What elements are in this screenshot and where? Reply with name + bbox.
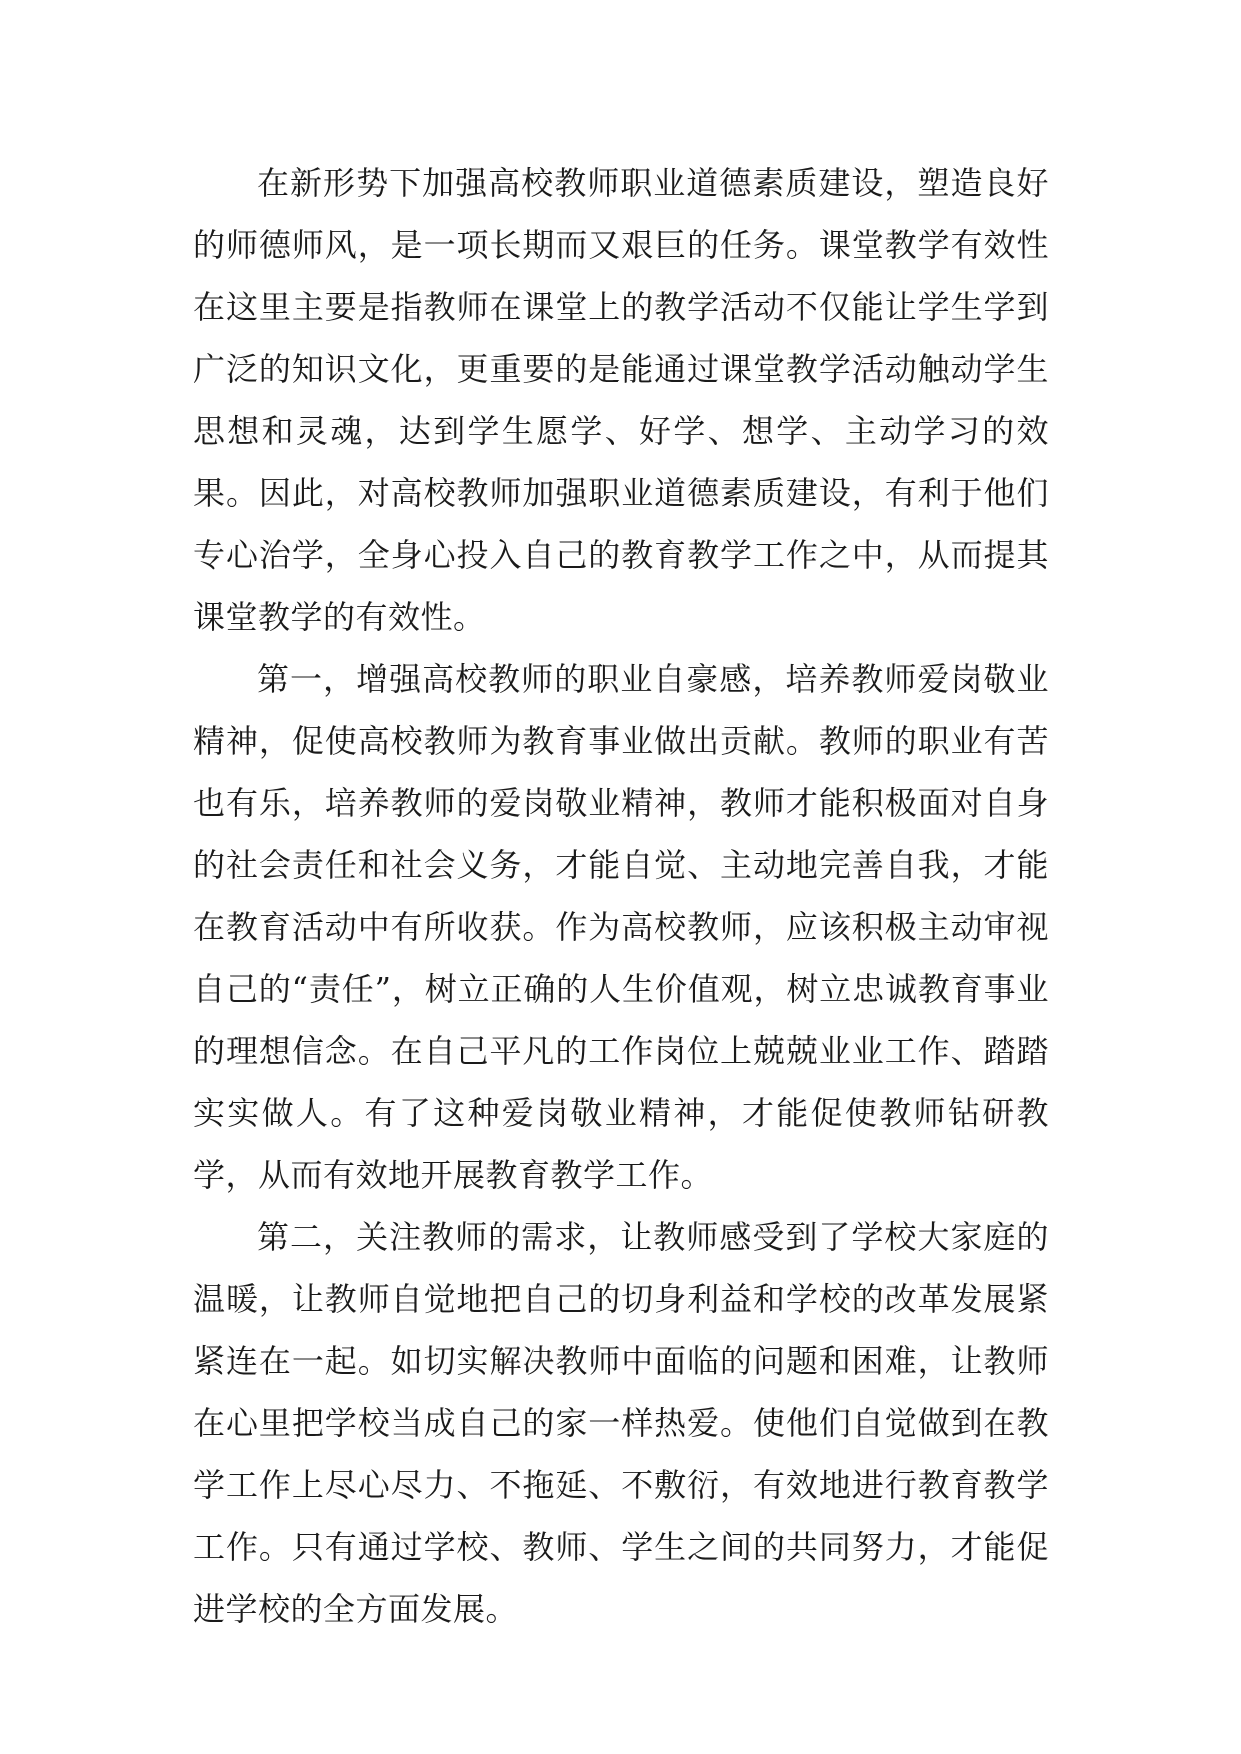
paragraph-intro: 在新形势下加强高校教师职业道德素质建设，塑造良好的师德师风，是一项长期而又艰巨的任务。课堂教学有效性在这里主要是指教师在课堂上的教学活动不仅能让学生学到广泛的知识文化，更重要的是能通过课堂教学活动触动学生思想和灵魂，达到学生愿学、好学、想学、主动学习的效果。因此，对高校教师加强职业道德素质建设，有利于他们专心治学，全身心投入自己的教育教学工作之中，从而提其课堂教学的有效性。 [193, 164, 1049, 636]
paragraph-first-point: 第一，增强高校教师的职业自豪感，培养教师爱岗敬业精神，促使高校教师为教育事业做出贡献。教师的职业有苦也有乐，培养教师的爱岗敬业精神，教师才能积极面对自身的社会责任和社会义务，才能自觉、主动地完善自我，才能在教育活动中有所收获。作为高校教师，应该积极主动审视自己的“责任”，树立正确的人生价值观，树立忠诚教育事业的理想信念。在自己平凡的工作岗位上兢兢业业工作、踏踏实实做人。有了这种爱岗敬业精神，才能促使教师钻研教学，从而有效地开展教育教学工作。 [193, 660, 1049, 1194]
paragraph-second-point: 第二，关注教师的需求，让教师感受到了学校大家庭的温暖，让教师自觉地把自己的切身利益和学校的改革发展紧紧连在一起。如切实解决教师中面临的问题和困难，让教师在心里把学校当成自己的家一样热爱。使他们自觉做到在教学工作上尽心尽力、不拖延、不敷衍，有效地进行教育教学工作。只有通过学校、教师、学生之间的共同努力，才能促进学校的全方面发展。 [193, 1218, 1049, 1628]
document-body [193, 152, 1049, 1640]
